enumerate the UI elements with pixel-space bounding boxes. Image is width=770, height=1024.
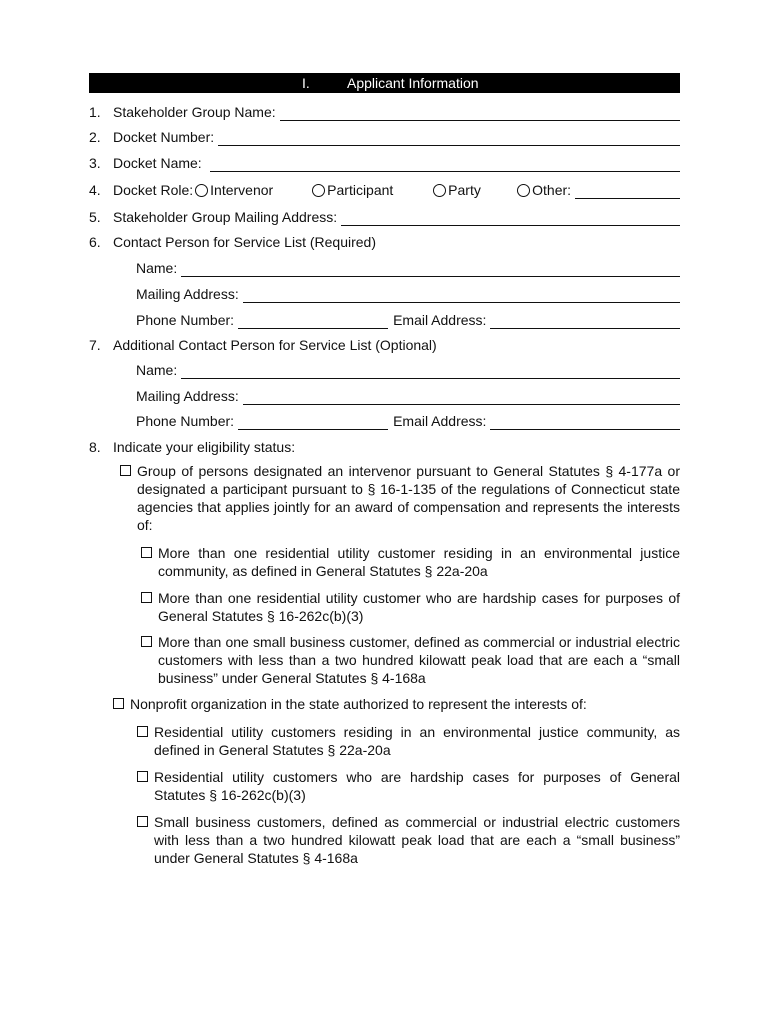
mailing-address-field[interactable] xyxy=(341,210,680,226)
radio-party-icon[interactable] xyxy=(433,184,446,197)
section-number: I. xyxy=(302,75,310,91)
group-b-checkbox-icon[interactable] xyxy=(141,592,152,603)
section-title: Applicant Information xyxy=(347,75,479,91)
docket-name-label: Docket Name: xyxy=(113,155,202,171)
group-a-text: More than one residential utility customer residing in an environmental justice community, as defined in General Statutes § 22a-20a xyxy=(158,545,680,579)
contact-mailing-field[interactable] xyxy=(243,287,680,303)
role-intervenor[interactable]: Intervenor xyxy=(193,181,310,199)
stakeholder-name-row: 1. Stakeholder Group Name: xyxy=(89,101,680,121)
np-b-text: Residential utility customers who are hardship cases for purposes of General Statutes § 16-262c(b)(3) xyxy=(154,769,680,803)
group-sub-a xyxy=(141,544,680,580)
additional-contact-heading: Additional Contact Person for Service List (Optional) xyxy=(113,337,437,353)
group-c-checkbox-icon[interactable] xyxy=(141,636,152,647)
stakeholder-name-label: Stakeholder Group Name: xyxy=(113,104,276,120)
nonprofit-sub-b xyxy=(137,768,680,804)
docket-role-label: Docket Role: xyxy=(113,182,194,198)
np-a-text: Residential utility customers residing in an environmental justice community, as defined in General Statutes § 22a-20a xyxy=(154,724,680,758)
nonprofit-checkbox-icon[interactable] xyxy=(113,698,124,709)
group-sub-b xyxy=(141,589,680,625)
group-a-checkbox-icon[interactable] xyxy=(141,547,152,558)
docket-number-row: 2. Docket Number: xyxy=(89,126,680,146)
contact-email-field[interactable] xyxy=(490,313,680,329)
docket-name-row: 3. Docket Name: xyxy=(89,152,680,172)
radio-intervenor-icon[interactable] xyxy=(195,184,208,197)
contact-heading-row: 6. Contact Person for Service List (Required) xyxy=(89,234,376,250)
group-sub-c xyxy=(141,633,680,687)
contact-phone-email-row: Phone Number: Email Address: xyxy=(136,309,680,329)
role-party[interactable]: Party xyxy=(431,181,515,199)
additional-name-row: Name: xyxy=(136,359,680,379)
contact-name-field[interactable] xyxy=(181,261,680,277)
mailing-address-row: 5. Stakeholder Group Mailing Address: xyxy=(89,206,680,226)
stakeholder-name-field[interactable] xyxy=(280,105,680,121)
contact-mailing-row: Mailing Address: xyxy=(136,283,680,303)
np-b-checkbox-icon[interactable] xyxy=(137,771,148,782)
group-c-text: More than one small business customer, defined as commercial or industrial electric customers with less than a two hundred kilowatt peak load that are each a “small business” under General Statutes § 4-168a xyxy=(158,634,680,686)
np-c-text: Small business customers, defined as commercial or industrial electric customers with less than a two hundred kilowatt peak load that are each a “small business” under General Statutes § 4-168a xyxy=(154,814,680,866)
additional-name-field[interactable] xyxy=(181,363,680,379)
docket-name-field[interactable] xyxy=(210,156,680,172)
nonprofit-sub-c xyxy=(137,813,680,867)
eligibility-heading-row: 8. Indicate your eligibility status: xyxy=(89,439,296,455)
role-participant[interactable]: Participant xyxy=(310,181,431,199)
additional-contact-heading-row: 7. Additional Contact Person for Service List (Optional) xyxy=(89,337,437,353)
role-other-field[interactable] xyxy=(575,183,680,199)
np-c-checkbox-icon[interactable] xyxy=(137,816,148,827)
eligibility-heading: Indicate your eligibility status: xyxy=(113,439,296,455)
eligibility-nonprofit-option xyxy=(113,695,680,713)
docket-role-row: 4. Docket Role: Intervenor Participant Party Other: xyxy=(89,179,680,199)
additional-mailing-row: Mailing Address: xyxy=(136,385,680,405)
additional-phone-email-row: Phone Number: Email Address: xyxy=(136,410,680,430)
contact-phone-field[interactable] xyxy=(238,313,388,329)
eligibility-group-option xyxy=(120,462,680,534)
role-other[interactable]: Other: xyxy=(515,181,571,199)
contact-name-row: Name: xyxy=(136,257,680,277)
radio-other-icon[interactable] xyxy=(517,184,530,197)
nonprofit-sub-a xyxy=(137,723,680,759)
radio-participant-icon[interactable] xyxy=(312,184,325,197)
docket-number-label: Docket Number: xyxy=(113,129,215,145)
np-a-checkbox-icon[interactable] xyxy=(137,726,148,737)
docket-number-field[interactable] xyxy=(218,130,680,146)
section-header xyxy=(89,73,680,93)
contact-heading: Contact Person for Service List (Required) xyxy=(113,234,376,250)
group-checkbox-icon[interactable] xyxy=(120,465,131,476)
additional-mailing-field[interactable] xyxy=(243,389,680,405)
group-text: Group of persons designated an intervenor pursuant to General Statutes § 4-177a or designated a participant pursuant to § 16-1-135 of the regulations of Connecticut state agencies that applies jointly for an award of compensation and represents the interests of: xyxy=(137,463,680,533)
additional-phone-field[interactable] xyxy=(238,414,388,430)
mailing-address-label: Stakeholder Group Mailing Address: xyxy=(113,209,338,225)
additional-email-field[interactable] xyxy=(490,414,680,430)
group-b-text: More than one residential utility customer who are hardship cases for purposes of General Statutes § 16-262c(b)(3) xyxy=(158,590,680,624)
nonprofit-text: Nonprofit organization in the state authorized to represent the interests of: xyxy=(130,696,587,712)
